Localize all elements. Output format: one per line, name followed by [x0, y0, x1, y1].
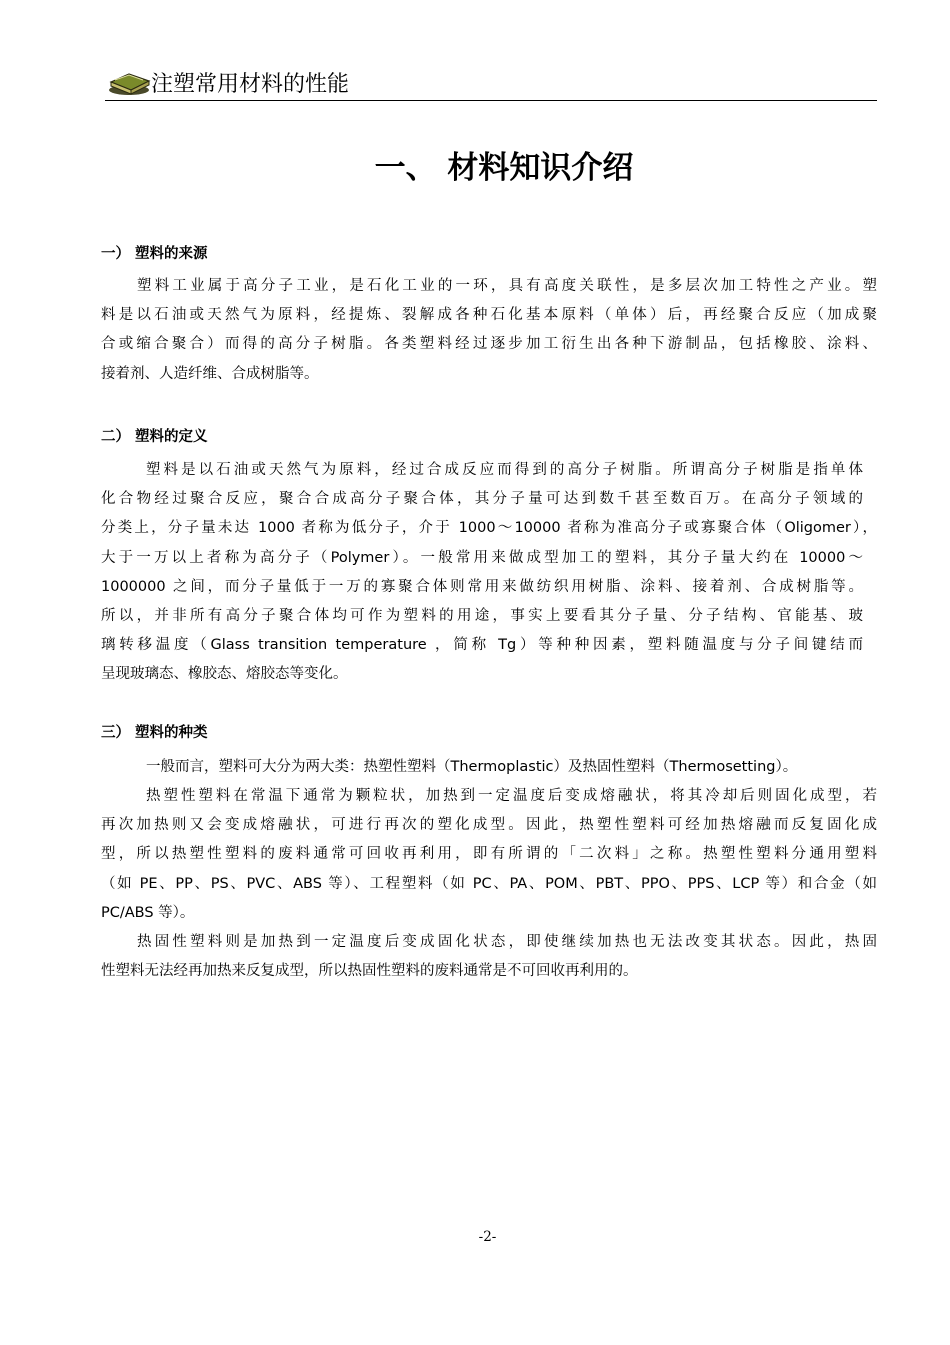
- paragraph-line: 接着剂、人造纤维、合成树脂等。: [101, 365, 319, 382]
- section-paragraph: [101, 272, 877, 389]
- page-header: [105, 66, 877, 101]
- paragraph-line: 合或缩合聚合）而得的高分子树脂。各类塑料经过逐步加工衍生出各种下游制品，包括橡胶、涂料、: [101, 336, 877, 353]
- paragraph-line: 一般而言，塑料可大分为两大类：热塑性塑料（Thermoplastic）及热固性塑料（Thermosetting）。: [146, 759, 798, 775]
- paragraph-line: 塑料是以石油或天然气为原料，经过合成反应而得到的高分子树脂。所谓高分子树脂是指单体: [146, 462, 863, 478]
- paragraph-line: 料是以石油或天然气为原料，经提炼、裂解成各种石化基本原料（单体）后，再经聚合反应（加成聚: [101, 307, 877, 324]
- paragraph-line: 型，所以热塑性塑料的废料通常可回收再利用，即有所谓的「二次料」之称。热塑性塑料分通用塑料: [101, 846, 877, 863]
- paragraph-line: 璃转移温度（Glass transition temperature ，简称 Tg）等种种因素，塑料随温度与分子间键结而: [101, 637, 863, 654]
- paragraph-line: 再次加热则又会变成熔融状，可进行再次的塑化成型。因此，热塑性塑料可经加热熔融而反复固化成: [101, 817, 877, 834]
- book-icon: [107, 68, 155, 98]
- paragraph-line: 热塑性塑料在常温下通常为颗粒状，加热到一定温度后变成熔融状，将其冷却后则固化成型，若: [146, 788, 877, 804]
- paragraph-line: 1000000 之间，而分子量低于一万的寡聚合体则常用来做纺织用树脂、涂料、接着剂、合成树脂等。: [101, 578, 863, 595]
- paragraph-line: 塑料工业属于高分子工业，是石化工业的一环，具有高度关联性，是多层次加工特性之产业。塑: [137, 278, 877, 294]
- section-heading-types: 三） 塑料的种类: [101, 725, 208, 741]
- paragraph-line: 所以，并非所有高分子聚合体均可作为塑料的用途，事实上要看其分子量、分子结构、官能基、玻: [101, 608, 863, 625]
- chapter-title: 一、 材料知识介绍: [374, 150, 634, 186]
- paragraph-line: （如 PE、PP、PS、PVC、ABS 等）、工程塑料（如 PC、PA、POM、PBT、PPO、PPS、LCP 等）和合金（如: [101, 875, 877, 892]
- section-heading-definition: 二） 塑料的定义: [101, 429, 208, 445]
- paragraph-line: 性塑料无法经再加热来反复成型，所以热固性塑料的废料通常是不可回收再利用的。: [101, 963, 638, 980]
- paragraph-line: 大于一万以上者称为高分子（Polymer）。一般常用来做成型加工的塑料，其分子量大约在 10000～: [101, 549, 863, 566]
- paragraph-line: PC/ABS 等）。: [101, 904, 195, 921]
- section-paragraph: [101, 456, 877, 690]
- section-paragraph: [101, 928, 877, 986]
- paragraph-line: 呈现玻璃态、橡胶态、熔胶态等变化。: [101, 666, 348, 683]
- section-heading-source: 一） 塑料的来源: [101, 246, 208, 262]
- page-number: -2-: [478, 1229, 497, 1245]
- paragraph-line: 分类上，分子量未达 1000 者称为低分子，介于 1000～10000 者称为准高分子或寡聚合体（Oligomer），: [101, 520, 877, 537]
- document-title: 注塑常用材料的性能: [151, 72, 350, 97]
- section-paragraph: [101, 753, 877, 782]
- section-paragraph: [101, 782, 877, 928]
- paragraph-line: 热固性塑料则是加热到一定温度后变成固化状态，即使继续加热也无法改变其状态。因此，热固: [137, 934, 877, 950]
- paragraph-line: 化合物经过聚合反应，聚合合成高分子聚合体，其分子量可达到数千甚至数百万。在高分子领域的: [101, 491, 863, 508]
